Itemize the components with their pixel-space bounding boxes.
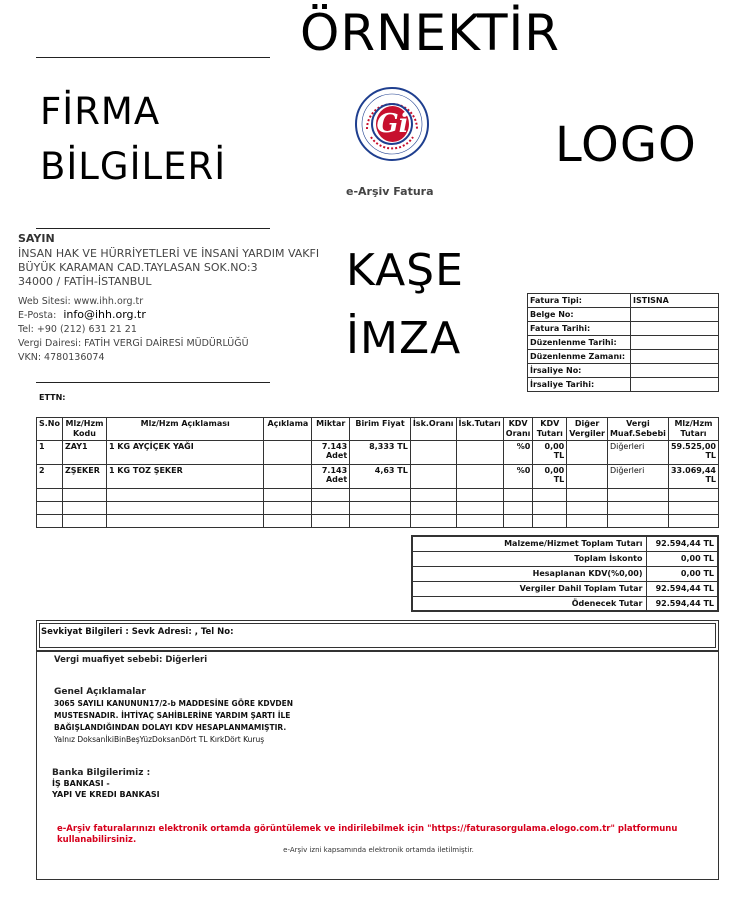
notes-box [36,651,719,880]
items-empty-cell [37,515,63,528]
items-empty-cell [607,515,668,528]
items-cell [410,441,456,465]
invoice-info-row [528,308,719,322]
items-empty-cell [456,502,503,515]
buyer-phone: Tel: +90 (212) 631 21 21 [18,324,137,335]
invoice-info-label: İrsaliye Tarihi: [528,378,631,392]
items-header-cell: S.No [37,418,63,441]
items-table [36,417,719,528]
items-empty-cell [350,502,411,515]
items-cell [456,465,503,489]
buyer-bottom-line [36,382,270,383]
items-empty-cell [668,515,718,528]
totals-row [412,596,718,611]
invoice-info-value [631,308,719,322]
general-line4: Yalnız DoksanİkiBinBeşYüzDoksanDört TL KırkDört Kuruş [54,735,265,744]
items-empty-row [37,489,719,502]
items-empty-cell [350,515,411,528]
items-cell: 4,63 TL [350,465,411,489]
stamp-line2: İMZA [346,313,462,364]
buyer-sayin: SAYIN [18,232,55,245]
bank-title: Banka Bilgilerimiz : [52,768,151,778]
shipping-box [36,620,719,651]
items-empty-cell [456,489,503,502]
items-header-cell: İsk.Tutarı [456,418,503,441]
items-empty-cell [567,502,608,515]
items-empty-cell [63,502,107,515]
items-empty-cell [410,515,456,528]
items-empty-cell [264,515,312,528]
invoice-info-label: Düzenlenme Zamanı: [528,350,631,364]
items-empty-cell [567,515,608,528]
invoice-info-value [631,378,719,392]
items-cell: 7.143 Adet [312,441,350,465]
watermark-ornektir: ÖRNEKTİR [300,4,561,62]
invoice-info-table [527,293,719,392]
invoice-info-label: Düzenlenme Tarihi: [528,336,631,350]
buyer-vkn: VKN: 4780136074 [18,352,105,363]
earsiv-notice: e-Arşiv faturalarınızı elektronik ortamda görüntülemek ve indirilebilmek için "https://faturasorgulama.elogo.com.tr" platformunu kullanabilirsiniz. [57,824,678,845]
bank-1: İŞ BANKASI - [52,779,110,788]
items-empty-row [37,515,719,528]
shipping-info: Sevkiyat Bilgileri : Sevk Adresi: , Tel No: [41,627,234,637]
items-empty-cell [533,489,567,502]
items-cell: 2 [37,465,63,489]
items-row [37,441,719,465]
items-cell: ZŞEKER [63,465,107,489]
totals-value: 92.594,44 TL [646,536,718,551]
items-cell: Diğerleri [607,465,668,489]
general-title: Genel Açıklamalar [54,687,146,697]
items-empty-cell [668,502,718,515]
items-empty-cell [503,515,533,528]
buyer-email-label: E-Posta: [18,310,57,321]
items-empty-cell [37,489,63,502]
invoice-info-value [631,350,719,364]
invoice-info-value [631,336,719,350]
bank-2: YAPI VE KREDI BANKASI [52,790,160,799]
totals-label: Malzeme/Hizmet Toplam Tutarı [412,536,646,551]
totals-label: Ödenecek Tutar [412,596,646,611]
invoice-info-value: ISTISNA [631,294,719,308]
items-empty-cell [63,489,107,502]
invoice-info-row [528,294,719,308]
invoice-info-label: İrsaliye No: [528,364,631,378]
items-empty-cell [106,489,263,502]
items-header-cell: Mlz/Hzm Kodu [63,418,107,441]
general-line2: MUSTESNADIR. İHTİYAÇ SAHİBLERİNE YARDIM ŞARTI İLE [54,711,291,720]
gib-seal-logo [355,87,429,161]
invoice-info-label: Belge No: [528,308,631,322]
items-header-cell: Açıklama [264,418,312,441]
items-empty-cell [607,489,668,502]
items-empty-cell [350,489,411,502]
totals-table [411,535,719,612]
items-cell: 1 [37,441,63,465]
totals-value: 92.594,44 TL [646,596,718,611]
buyer-name: İNSAN HAK VE HÜRRİYETLERİ VE İNSANİ YARDIM VAKFI [18,247,320,260]
items-cell: %0 [503,465,533,489]
items-cell: Diğerleri [607,441,668,465]
items-empty-cell [456,515,503,528]
items-cell: 33.069,44 TL [668,465,718,489]
items-empty-cell [312,515,350,528]
buyer-website: Web Sitesi: www.ihh.org.tr [18,296,144,307]
items-empty-cell [533,515,567,528]
totals-label: Toplam İskonto [412,551,646,566]
items-empty-cell [410,502,456,515]
totals-value: 0,00 TL [646,551,718,566]
items-cell: 59.525,00 TL [668,441,718,465]
invoice-info-row [528,364,719,378]
items-header-cell: Miktar [312,418,350,441]
items-empty-cell [264,489,312,502]
invoice-info-value [631,364,719,378]
items-empty-cell [106,515,263,528]
ettn-label: ETTN: [39,393,66,402]
items-row [37,465,719,489]
items-cell: 0,00 TL [533,441,567,465]
buyer-email-row [18,308,348,321]
items-empty-cell [312,489,350,502]
items-header-cell: İsk.Oranı [410,418,456,441]
general-line3: BAĞIŞLANDIĞINDAN DOLAYI KDV HESAPLANMAMIŞTIR. [54,723,287,732]
items-empty-cell [533,502,567,515]
totals-row [412,566,718,581]
items-header-cell: Mlz/Hzm Tutarı [668,418,718,441]
items-empty-row [37,502,719,515]
items-empty-cell [264,502,312,515]
totals-label: Hesaplanan KDV(%0,00) [412,566,646,581]
buyer-top-line [36,228,270,229]
items-cell: 7.143 Adet [312,465,350,489]
totals-row [412,581,718,596]
items-cell [567,441,608,465]
buyer-email: info@ihh.org.tr [63,308,146,321]
invoice-info-label: Fatura Tarihi: [528,322,631,336]
items-header-cell: Vergi Muaf.Sebebi [607,418,668,441]
totals-value: 92.594,44 TL [646,581,718,596]
buyer-address1: BÜYÜK KARAMAN CAD.TAYLASAN SOK.NO:3 [18,261,258,274]
general-line1: 3065 SAYILI KANUNUN17/2-b MADDESİNE GÖRE KDVDEN [54,699,294,708]
earsiv-permit: e-Arşiv izni kapsamında elektronik ortamda iletilmiştir. [283,846,474,854]
items-cell: ZAY1 [63,441,107,465]
items-cell [264,441,312,465]
items-cell: 0,00 TL [533,465,567,489]
firma-line2: BİLGİLERİ [40,145,227,188]
tax-exempt-reason: Vergi muafiyet sebebi: Diğerleri [54,655,208,665]
items-header-cell: Mlz/Hzm Açıklaması [106,418,263,441]
items-empty-cell [312,502,350,515]
items-cell [567,465,608,489]
totals-label: Vergiler Dahil Toplam Tutar [412,581,646,596]
items-cell [264,465,312,489]
invoice-info-row [528,378,719,392]
items-cell: %0 [503,441,533,465]
logo-placeholder: LOGO [555,117,697,173]
invoice-info-row [528,336,719,350]
items-empty-cell [668,489,718,502]
doc-type: e-Arşiv Fatura [346,185,434,198]
header-top-line [36,57,270,58]
items-cell: 1 KG TOZ ŞEKER [106,465,263,489]
invoice-info-row [528,350,719,364]
items-empty-cell [410,489,456,502]
items-cell [456,441,503,465]
gi-logo-icon: Gi [376,106,409,142]
totals-row [412,536,718,551]
items-cell [410,465,456,489]
items-header-cell: Birim Fiyat [350,418,411,441]
items-header-cell: KDV Tutarı [533,418,567,441]
items-empty-cell [567,489,608,502]
invoice-info-row [528,322,719,336]
buyer-block [18,232,348,363]
items-empty-cell [503,489,533,502]
items-empty-cell [503,502,533,515]
items-cell: 8,333 TL [350,441,411,465]
buyer-address2: 34000 / FATİH-İSTANBUL [18,275,152,288]
items-header-cell: Diğer Vergiler [567,418,608,441]
firma-line1: FİRMA [40,90,161,133]
items-empty-cell [37,502,63,515]
totals-value: 0,00 TL [646,566,718,581]
totals-row [412,551,718,566]
invoice-info-label: Fatura Tipi: [528,294,631,308]
buyer-tax-office: Vergi Dairesi: FATİH VERGİ DAİRESİ MÜDÜRLÜĞÜ [18,338,249,349]
items-empty-cell [63,515,107,528]
items-cell: 1 KG AYÇİÇEK YAĞI [106,441,263,465]
stamp-line1: KAŞE [346,245,464,296]
items-empty-cell [607,502,668,515]
invoice-info-value [631,322,719,336]
items-empty-cell [106,502,263,515]
items-header-cell: KDV Oranı [503,418,533,441]
